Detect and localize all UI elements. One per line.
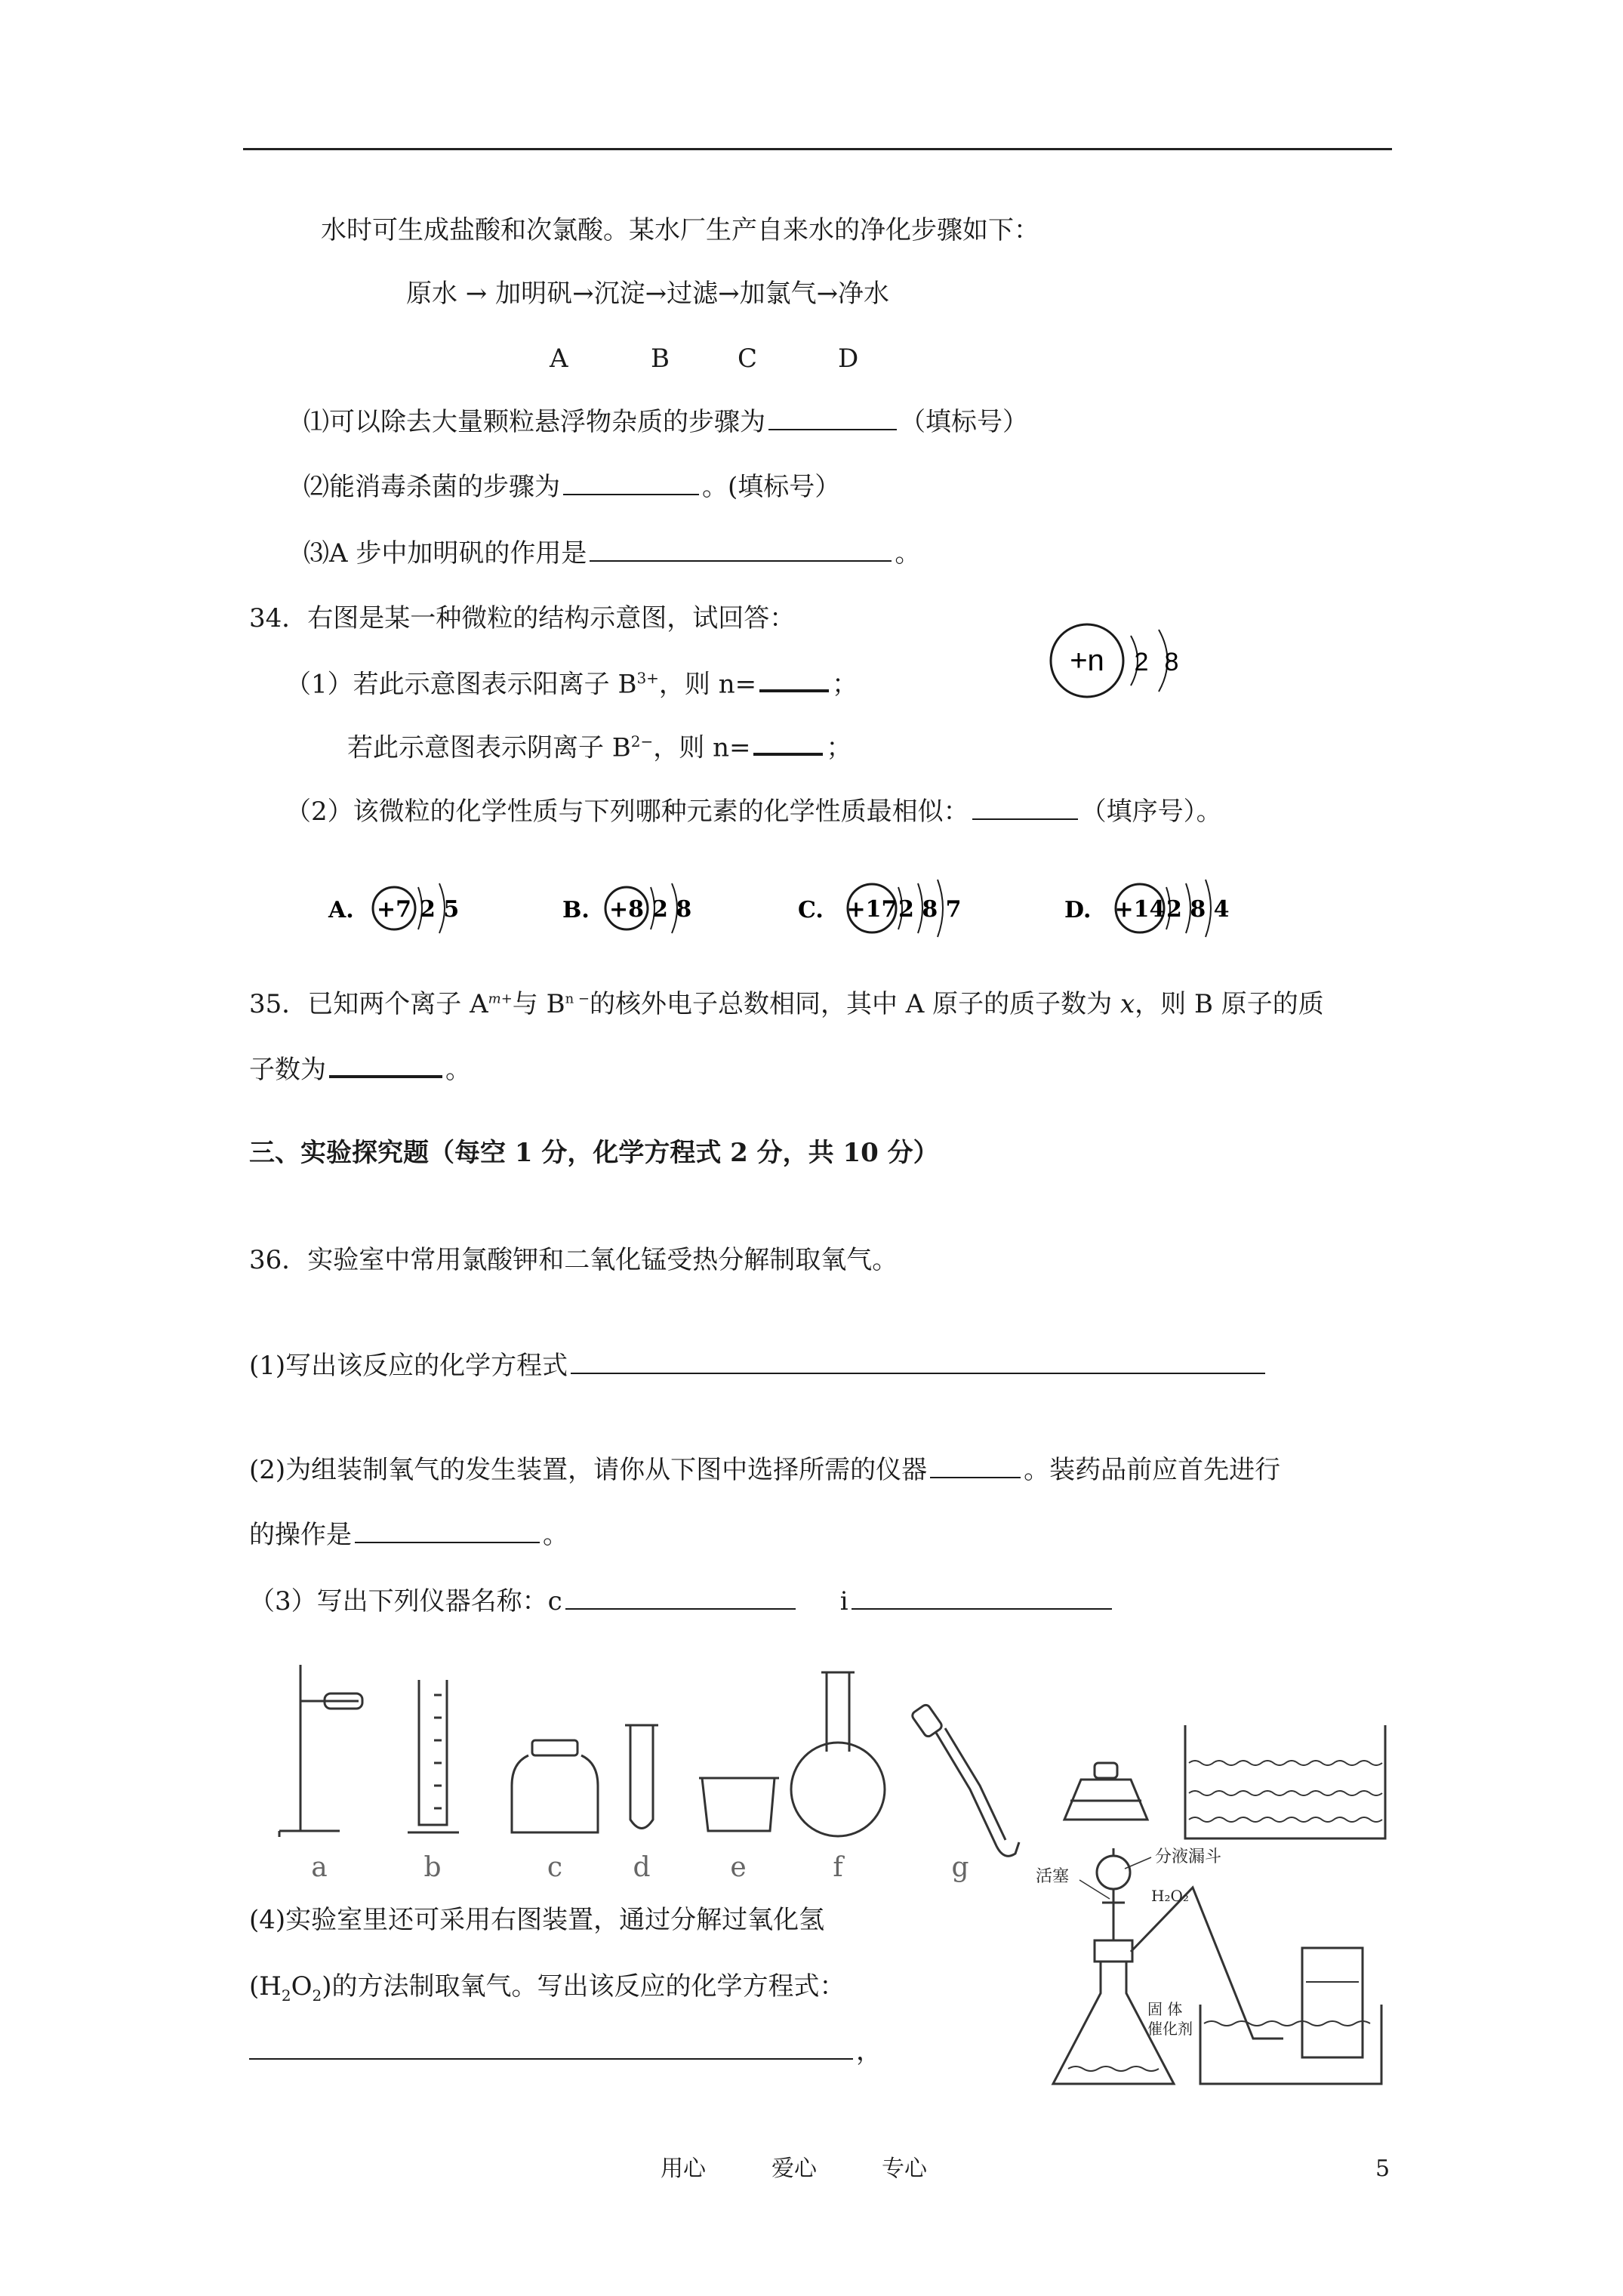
option-d-shells: 2 8 4: [1166, 896, 1230, 923]
option-c-shells: 2 8 7: [898, 896, 962, 923]
q34-part1a-charge: 3+: [636, 669, 659, 687]
q34-option-b[interactable]: [562, 883, 691, 933]
q34-part2-suffix: （填序号）。: [1080, 797, 1222, 827]
q36-part4-sub2: 2: [312, 1986, 322, 2005]
q36-part2-blank-apparatus[interactable]: [930, 1476, 1021, 1478]
q34-option-a[interactable]: [328, 883, 459, 933]
q36-part2b-end: 。: [543, 1520, 568, 1550]
q36-part2-cont: 。装药品前应首先进行: [1024, 1455, 1281, 1485]
option-b-nucleus: +8: [608, 896, 645, 923]
q34-options: [317, 868, 1298, 944]
label-solid-catalyst-1: 固 体: [1147, 2000, 1183, 2018]
apparatus-label-a: a: [311, 1852, 328, 1883]
q36-part4-line3: [249, 2036, 882, 2066]
option-b-letter: B.: [562, 897, 590, 923]
q34-part1b-blank[interactable]: [753, 752, 823, 756]
q34-part1b: [347, 732, 852, 763]
q34-part1b-end: ；: [826, 732, 852, 763]
label-separatory-funnel: 分液漏斗: [1155, 1848, 1222, 1866]
q36-part4-sub1: 2: [281, 1986, 291, 2005]
iron-stand-icon: [279, 1665, 362, 1837]
q34-part1b-mid: ，则 n=: [653, 732, 751, 763]
stopper-delivery-tube-icon: [910, 1703, 1019, 1856]
q36-part2-text: (2)为组装制氧气的发生装置，请你从下图中选择所需的仪器: [249, 1455, 928, 1485]
alcohol-lamp-icon: [1064, 1763, 1147, 1820]
q33-sub2-text: ⑵能消毒杀菌的步骤为: [303, 472, 560, 502]
q36-part3-blank-c[interactable]: [565, 1607, 796, 1610]
q36-part4-line2: [249, 1971, 845, 2005]
q33-step-label-b: B: [651, 344, 670, 374]
q34-shell-1-count: 2: [1134, 648, 1149, 676]
q33-step-label-c: C: [738, 344, 758, 374]
q34-option-d[interactable]: [1064, 880, 1230, 937]
q36-part1-blank[interactable]: [571, 1372, 1265, 1374]
q36-part4-blank[interactable]: [249, 2057, 853, 2060]
option-c-letter: C.: [798, 897, 824, 923]
q36-part4-line3-end: ，: [856, 2036, 882, 2066]
q33-sub2-blank[interactable]: [563, 493, 699, 495]
q35-line2: [249, 1057, 471, 1083]
q34-part1a-mid: ，则 n=: [658, 669, 757, 700]
option-d-letter: D.: [1064, 897, 1092, 923]
apparatus-label-c: c: [547, 1852, 563, 1883]
beaker-icon: [699, 1778, 779, 1831]
q35-charge-a: m+: [488, 991, 513, 1007]
q33-sub3: [303, 538, 921, 569]
q35-line2-end: 。: [445, 1055, 471, 1085]
q36-part4-line2-b: O: [291, 1971, 313, 2002]
q36-part1: [249, 1353, 1268, 1379]
q36-part4-line2-a: (H: [249, 1971, 282, 2002]
funnel-leader-line: [1125, 1857, 1151, 1869]
apparatus-label-f: f: [833, 1852, 843, 1883]
q35-text-d: ，则 B 原子的质: [1135, 989, 1324, 1019]
q36-part3-blank-i[interactable]: [852, 1607, 1112, 1610]
page-number: 5: [1375, 2156, 1390, 2182]
q34-atom-diagram: [1042, 619, 1193, 702]
option-b-shells: 2 8: [652, 896, 692, 923]
q36-stem: 36．实验室中常用氯酸钾和二氧化锰受热分解制取氧气。: [249, 1245, 898, 1275]
q36-part2b-blank[interactable]: [355, 1541, 540, 1543]
q34-part1a: [285, 669, 858, 700]
q34-nucleus-label: +n: [1070, 644, 1104, 677]
apparatus-label-d: d: [633, 1852, 651, 1883]
q35-charge-b: n −: [565, 991, 590, 1007]
option-a-letter: A.: [328, 897, 354, 923]
q36-part1-text: (1)写出该反应的化学方程式: [249, 1351, 568, 1381]
section3-title: 三、实验探究题（每空 1 分，化学方程式 2 分，共 10 分）: [249, 1138, 939, 1168]
q33-line1: 水时可生成盐酸和次氯酸。某水厂生产自来水的净化步骤如下：: [321, 215, 1039, 245]
q34-shell-2-count: 8: [1164, 648, 1179, 676]
q36-part3-label-i: i: [839, 1586, 848, 1616]
q33-step-label-a: A: [550, 344, 568, 374]
q34-part2-text: （2）该微粒的化学性质与下列哪种元素的化学性质最相似：: [285, 797, 969, 827]
q35-variable-x: x: [1119, 989, 1135, 1019]
q33-sub2: [303, 474, 840, 500]
q35-text-c: 的核外电子总数相同，其中 A 原子的质子数为: [589, 989, 1113, 1019]
q33-sub2-suffix: 。(填标号）: [702, 472, 841, 502]
q33-sub1-blank[interactable]: [768, 428, 897, 430]
q34-part1a-text: （1）若此示意图表示阳离子 B: [285, 669, 637, 700]
q33-sub3-blank[interactable]: [590, 559, 892, 562]
footer-motto-3: 专心: [882, 2156, 927, 2182]
q36-part4-line2-c: )的方法制取氧气。写出该反应的化学方程式：: [322, 1971, 845, 2002]
q36-part3: [249, 1586, 1115, 1616]
q33-sub1-suffix: （填标号）: [900, 407, 1028, 437]
q36-part3-text: （3）写出下列仪器名称：c: [249, 1586, 562, 1616]
q36-part2: [249, 1457, 1280, 1483]
label-stopcock: 活塞: [1036, 1867, 1070, 1886]
q33-sub1-text: ⑴可以除去大量颗粒悬浮物杂质的步骤为: [303, 407, 765, 437]
q34-part1b-text: 若此示意图表示阴离子 B: [347, 732, 631, 763]
apparatus-label-g: g: [951, 1852, 969, 1883]
option-a-nucleus: +7: [376, 896, 412, 923]
footer-motto-1: 用心: [661, 2156, 706, 2182]
q35-line2-text: 子数为: [249, 1055, 326, 1085]
collection-trough-icon: [1200, 1948, 1381, 2084]
wide-mouth-bottle-icon: [512, 1740, 598, 1832]
q33-sub3-text: ⑶A 步中加明矾的作用是: [303, 538, 587, 569]
graduated-cylinder-icon: [408, 1680, 459, 1832]
water-trough-icon: [1185, 1725, 1385, 1838]
h2o2-apparatus-figure: [996, 1842, 1419, 2099]
q36-part2b-text: 的操作是: [249, 1520, 352, 1550]
label-h2o2: H₂O₂: [1151, 1887, 1189, 1905]
apparatus-label-e: e: [730, 1852, 747, 1883]
q34-part2-blank[interactable]: [972, 818, 1078, 820]
q35-text-b: 与 B: [512, 989, 565, 1019]
q35-blank[interactable]: [329, 1074, 442, 1078]
q33-sub1: [303, 409, 1028, 435]
q34-option-c[interactable]: [798, 880, 962, 937]
option-c-nucleus: +17: [846, 896, 898, 923]
header-rule: [243, 148, 1392, 150]
q34-part1a-blank[interactable]: [759, 689, 829, 692]
stopcock-leader-line: [1079, 1880, 1110, 1899]
q33-flow: 原水 → 加明矾→沉淀→过滤→加氯气→净水: [406, 279, 890, 309]
q35-text-a: 35．已知两个离子 A: [249, 989, 488, 1019]
label-solid-catalyst-2: 催化剂: [1147, 2020, 1193, 2038]
q33-sub3-suffix: 。: [895, 538, 921, 569]
footer-motto-2: 爱心: [771, 2156, 817, 2182]
q35-line1: [249, 991, 1324, 1017]
apparatus-label-b: b: [423, 1852, 442, 1883]
option-a-shells: 2 5: [420, 896, 460, 923]
q36-part4-line1: (4)实验室里还可采用右图装置，通过分解过氧化氢: [249, 1905, 825, 1935]
q34-part1a-end: ；: [832, 669, 858, 700]
option-d-nucleus: +14: [1114, 896, 1166, 923]
q34-stem: 34．右图是某一种微粒的结构示意图，试回答：: [249, 603, 796, 633]
q33-step-label-d: D: [838, 344, 859, 374]
q34-part2: [285, 797, 1222, 827]
q34-part1b-charge: 2−: [630, 732, 654, 750]
round-flask-icon: [791, 1672, 885, 1836]
q36-part2b: [249, 1522, 568, 1548]
test-tube-icon: [625, 1725, 658, 1829]
